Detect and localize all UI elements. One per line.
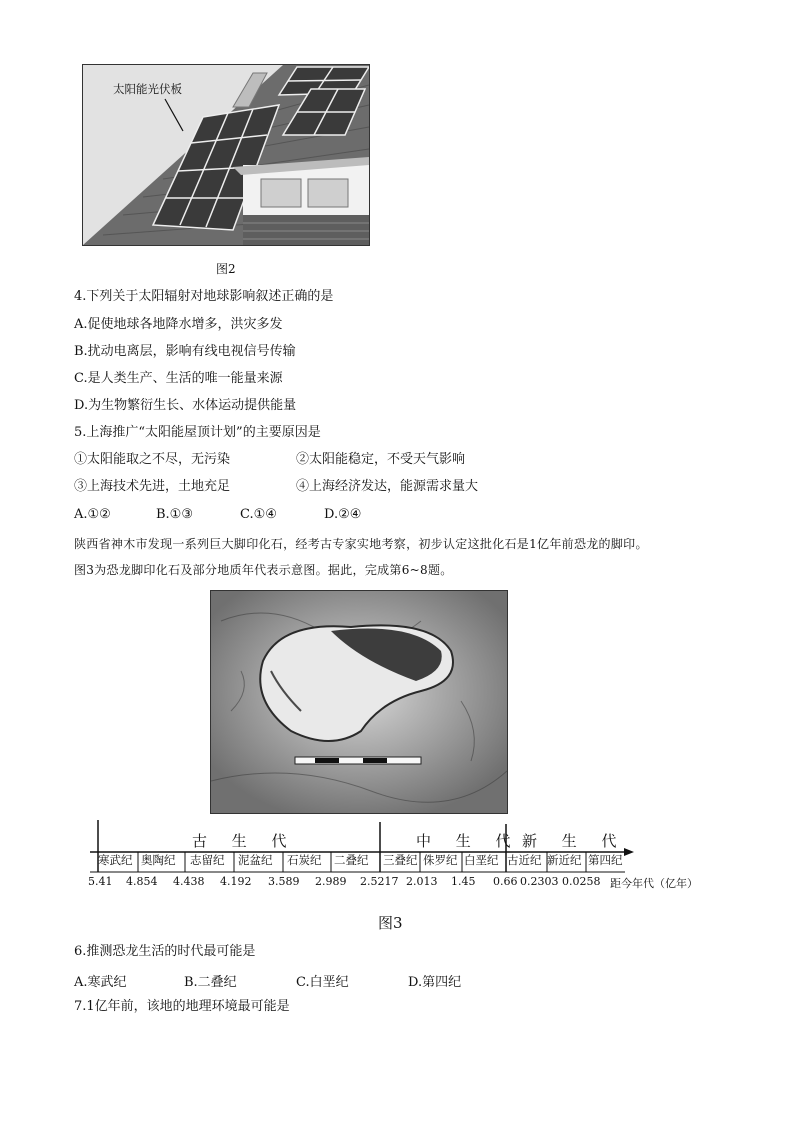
tick-0-66: 0.66	[493, 875, 518, 888]
q5-option-a: A.①②	[74, 507, 111, 522]
q5-reason-2: ②太阳能稳定，不受天气影响	[296, 452, 466, 467]
figure2-caption: 图2	[216, 262, 236, 276]
period-carboniferous: 石炭纪	[287, 853, 322, 867]
q4-stem: 4.下列关于太阳辐射对地球影响叙述正确的是	[74, 289, 334, 304]
tick-0-0258: 0.0258	[562, 875, 601, 888]
q5-stem: 5.上海推广“太阳能屋顶计划”的主要原因是	[74, 425, 321, 440]
solar-panel-label: 太阳能光伏板	[113, 84, 182, 96]
period-jurassic: 侏罗纪	[423, 853, 458, 867]
q5-option-c: C.①④	[240, 507, 277, 522]
period-quaternary: 第四纪	[588, 853, 623, 867]
period-silurian: 志留纪	[190, 853, 225, 867]
q5-option-d: D.②④	[324, 507, 362, 522]
tick-2-013: 2.013	[406, 875, 438, 888]
era-mesozoic: 中 生 代	[416, 832, 521, 850]
period-ordovician: 奥陶纪	[141, 853, 176, 867]
q6-option-d: D.第四纪	[408, 975, 462, 990]
q6-stem: 6.推测恐龙生活的时代最可能是	[74, 944, 256, 959]
dinosaur-footprint-photo	[210, 590, 508, 814]
passage-line-1: 陕西省神木市发现一系列巨大脚印化石，经考古专家实地考察，初步认定这批化石是1亿年前恐龙的脚印。	[74, 537, 648, 551]
tick-1-45: 1.45	[451, 875, 476, 888]
solar-roof-photo	[82, 64, 370, 246]
tick-5-41: 5.41	[88, 875, 113, 888]
figure3-caption: 图3	[378, 914, 403, 932]
q4-option-b: B.扰动电离层，影响有线电视信号传输	[74, 344, 296, 359]
timeline-unit: 距今年代（亿年）	[610, 877, 698, 890]
period-cretaceous: 白垩纪	[464, 853, 499, 867]
q7-stem: 7.1亿年前，该地的地理环境最可能是	[74, 999, 290, 1014]
tick-2-5217: 2.5217	[360, 875, 399, 888]
footprint-illustration	[211, 591, 507, 813]
q5-option-b: B.①③	[156, 507, 193, 522]
q4-option-a: A.促使地球各地降水增多，洪灾多发	[74, 317, 283, 332]
q5-reason-4: ④上海经济发达，能源需求量大	[296, 479, 479, 494]
tick-4-192: 4.192	[220, 875, 252, 888]
q4-option-d: D.为生物繁衍生长、水体运动提供能量	[74, 398, 297, 413]
period-neogene: 新近纪	[547, 853, 582, 867]
tick-4-438: 4.438	[173, 875, 205, 888]
period-cambrian: 寒武纪	[98, 853, 133, 867]
period-devonian: 泥盆纪	[238, 853, 273, 867]
q4-option-c: C.是人类生产、生活的唯一能量来源	[74, 371, 283, 386]
period-permian: 二叠纪	[334, 853, 369, 867]
q6-option-b: B.二叠纪	[184, 975, 237, 990]
tick-3-589: 3.589	[268, 875, 300, 888]
tick-0-2303: 0.2303	[520, 875, 559, 888]
period-triassic: 三叠纪	[383, 853, 418, 867]
era-cenozoic: 新 生 代	[522, 832, 627, 850]
q6-option-a: A.寒武纪	[74, 975, 127, 990]
tick-2-989: 2.989	[315, 875, 347, 888]
period-paleogene: 古近纪	[507, 853, 542, 867]
q5-reason-1: ①太阳能取之不尽，无污染	[74, 452, 231, 467]
era-paleozoic: 古 生 代	[192, 832, 297, 850]
q6-option-c: C.白垩纪	[296, 975, 349, 990]
tick-4-854: 4.854	[126, 875, 158, 888]
q5-reason-3: ③上海技术先进，土地充足	[74, 479, 231, 494]
passage-line-2: 图3为恐龙脚印化石及部分地质年代表示意图。据此，完成第6~8题。	[74, 563, 453, 577]
